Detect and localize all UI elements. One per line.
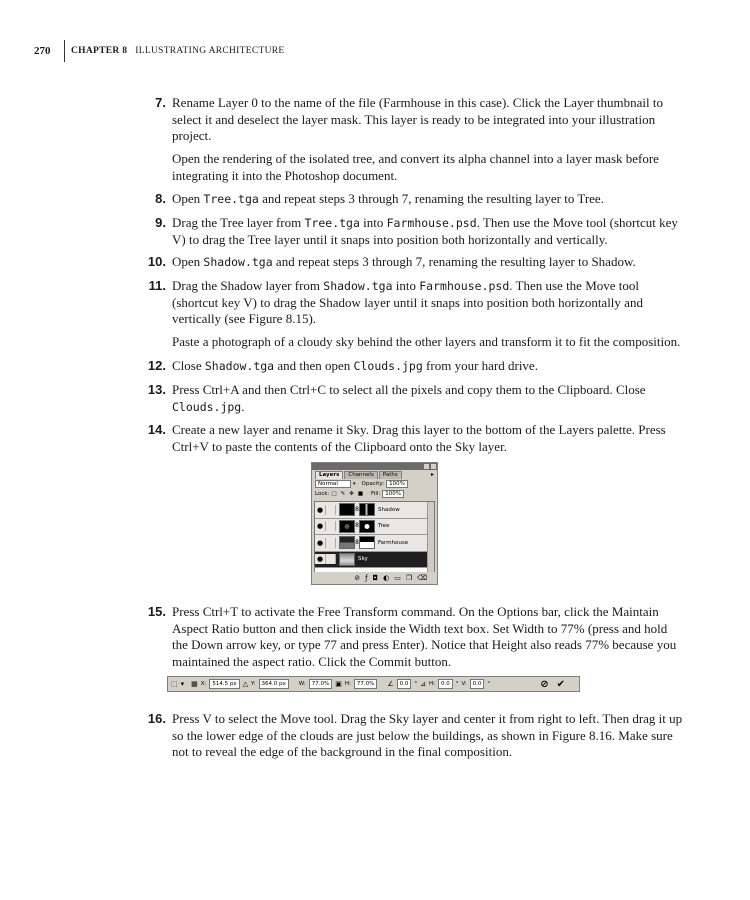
step-number: 9.	[155, 215, 166, 230]
tab-paths[interactable]: Paths	[379, 471, 402, 479]
text-run: and repeat steps 3 through 7, renaming the resulting layer to Tree.	[258, 191, 604, 206]
running-head	[34, 40, 284, 62]
layer-name: Shadow	[378, 506, 400, 513]
commit-transform-icon[interactable]: ✔	[556, 678, 565, 690]
layers-palette-figure	[311, 462, 438, 585]
step-number: 11.	[148, 278, 166, 293]
filename: Tree.tga	[304, 216, 360, 230]
filename: Shadow.tga	[203, 255, 273, 269]
link-icon: 8	[355, 538, 359, 546]
filename: Farmhouse.psd	[386, 216, 477, 230]
blend-row	[312, 479, 437, 489]
step-9	[132, 215, 686, 248]
layer-thumbnail[interactable]	[339, 536, 355, 549]
layer-row-sky[interactable]	[315, 552, 434, 569]
chevron-down-icon[interactable]: ▾	[180, 680, 185, 688]
skew-icon: ⊿	[420, 680, 426, 688]
rotate-icon: ∠	[387, 680, 394, 688]
tool-preset-icon[interactable]: ⬚	[171, 680, 178, 688]
rotate-input[interactable]: 0.0	[397, 679, 412, 689]
lock-transparency-icon[interactable]: □	[331, 491, 337, 497]
layer-name: Sky	[358, 556, 368, 563]
paragraph-tree: Open the rendering of the isolated tree, and convert its alpha channel into a layer mask before integrating it into the Photoshop document.	[172, 151, 659, 183]
step-text	[172, 278, 686, 328]
step-number: 14.	[147, 422, 166, 437]
cancel-transform-icon[interactable]: ⊘	[540, 678, 549, 690]
step-text: Rename Layer 0 to the name of the file (Farmhouse in this case). Click the Layer thumbnail to select it and deselect the layer mask. This layer is ready to be integrated into your illustration project.	[172, 95, 663, 143]
text-run: from your hard drive.	[422, 358, 538, 373]
chapter-number: CHAPTER 8	[71, 46, 128, 56]
layers-list	[314, 501, 435, 573]
brush-slot[interactable]	[326, 521, 336, 531]
y-label: Y:	[251, 681, 256, 687]
layer-thumbnail[interactable]	[339, 503, 355, 516]
palette-titlebar	[312, 463, 437, 470]
text-run: Drag the Shadow layer from	[172, 278, 324, 293]
step-number: 10.	[147, 254, 166, 269]
step-11	[132, 278, 686, 328]
step-text	[172, 358, 686, 375]
brush-icon[interactable]	[326, 554, 336, 564]
paragraph-sky: Paste a photograph of a cloudy sky behind the other layers and transform it to fit the composition.	[172, 334, 681, 349]
step-text	[172, 382, 686, 415]
options-bar-figure	[167, 676, 580, 692]
step-number: 16.	[147, 711, 166, 726]
width-input[interactable]: 77.0%	[309, 679, 332, 689]
page-number: 270	[34, 45, 51, 57]
text-run: Close	[172, 358, 205, 373]
maintain-aspect-ratio-icon[interactable]: ▣	[335, 680, 342, 688]
step-text: Press V to select the Move tool. Drag the Sky layer and center it from right to left. Then drag it up so the lower edge of the clouds are just below the buildings, as shown in Figure 8.16. Make sure not to reveal the edge of the background in the final composition.	[172, 711, 683, 759]
degree-symbol: °	[414, 681, 418, 687]
palette-tabs	[312, 470, 437, 479]
tab-layers[interactable]: Layers	[315, 471, 343, 479]
delta-icon[interactable]: △	[242, 680, 249, 688]
opacity-label: Opacity:	[361, 481, 385, 487]
eye-icon[interactable]: ●	[315, 538, 326, 548]
reference-point-icon[interactable]: ▦	[191, 680, 198, 688]
layer-name: Tree	[378, 523, 390, 530]
text-run: into	[392, 278, 420, 293]
add-mask-icon[interactable]: ◘	[372, 574, 379, 582]
text-run: into	[359, 215, 387, 230]
step-number: 12.	[147, 358, 166, 373]
width-label: W:	[298, 681, 306, 687]
step-number: 13.	[147, 382, 166, 397]
lock-all-icon[interactable]: ■	[357, 491, 364, 497]
chapter-title: ILLUSTRATING ARCHITECTURE	[135, 46, 285, 56]
layer-name: Farmhouse	[378, 539, 409, 546]
layer-thumbnail[interactable]	[339, 520, 355, 533]
text-run: Drag the Tree layer from	[172, 215, 305, 230]
lock-move-icon[interactable]: ✥	[349, 491, 354, 497]
text-run: Open	[172, 254, 204, 269]
x-input[interactable]: 514.5 px	[209, 679, 239, 689]
header-divider	[64, 40, 65, 62]
step-10	[132, 254, 686, 271]
step-12	[132, 358, 686, 375]
tab-channels[interactable]: Channels	[344, 471, 377, 479]
layer-style-icon[interactable]: ƒ	[365, 574, 368, 582]
step-14	[132, 422, 686, 455]
lock-brush-icon[interactable]: ✎	[340, 491, 346, 497]
text-run: . Then use the Move tool (shortcut key V) to drag the Shadow layer until it snaps into position both horizontally and vertically (see Figure 8.15).	[172, 278, 643, 326]
brush-slot[interactable]	[326, 505, 336, 515]
fill-input[interactable]: 100%	[382, 490, 404, 498]
layer-thumbnail[interactable]	[339, 553, 355, 566]
trash-icon[interactable]: ⌫	[417, 574, 427, 582]
layer-mask-thumbnail[interactable]	[359, 503, 375, 516]
blend-mode-select[interactable]: Normal	[315, 480, 351, 488]
filename: Clouds.jpg	[172, 399, 242, 414]
filename: Shadow.tga	[323, 279, 393, 293]
x-label: X:	[200, 681, 207, 687]
layers-scrollbar[interactable]	[427, 502, 434, 572]
height-label: H:	[344, 681, 351, 687]
lock-row	[312, 489, 437, 499]
filename: Shadow.tga	[204, 359, 275, 373]
text-run: . Then use the Move tool (shortcut key V) to drag the Tree layer until it snaps into position both horizontally and vertically.	[172, 215, 678, 247]
step-number: 8.	[155, 191, 166, 206]
eye-icon[interactable]: ●	[315, 521, 326, 531]
text-run: and repeat steps 3 through 7, renaming the resulting layer to Shadow.	[272, 254, 636, 269]
layer-row-shadow[interactable]	[315, 502, 434, 519]
step-13	[132, 382, 686, 415]
text-run: Open	[172, 191, 204, 206]
step-text	[172, 191, 686, 208]
palette-footer	[312, 572, 437, 584]
step-text: Create a new layer and rename it Sky. Drag this layer to the bottom of the Layers palette. Press Ctrl+V to paste the contents of the Clipboard onto the Sky layer.	[172, 422, 666, 454]
text-run: .	[241, 398, 245, 414]
layer-mask-thumbnail[interactable]	[359, 536, 375, 549]
step-15	[132, 604, 686, 670]
lock-label: Lock:	[315, 491, 330, 497]
height-input[interactable]: 77.0%	[354, 679, 377, 689]
y-input[interactable]: 364.0 px	[259, 679, 289, 689]
filename: Tree.tga	[203, 192, 259, 206]
adjustment-layer-icon[interactable]: ◐	[383, 574, 390, 582]
chapter-heading	[71, 46, 284, 56]
layer-row-tree[interactable]	[315, 519, 434, 536]
text-run: Press Ctrl+A and then Ctrl+C to select all the pixels and copy them to the Clipboard. Close	[172, 382, 646, 397]
vskew-input[interactable]: 0.0	[470, 679, 485, 689]
step-text: Press Ctrl+T to activate the Free Transform command. On the Options bar, click the Maintain Aspect Ratio button and then click inside the Width text box. Set Width to 77% (press and hold the Down arrow key, or type 77 and press Enter). Notice that Height also reads 77% because you maintained the aspect ratio. Click the Commit button.	[172, 604, 677, 669]
minimize-icon[interactable]	[424, 464, 429, 469]
transform-actions	[540, 679, 579, 690]
brush-slot[interactable]	[326, 538, 336, 548]
layer-mask-thumbnail[interactable]	[359, 520, 375, 533]
link-layers-icon[interactable]: ⊘	[354, 574, 361, 582]
filename: Farmhouse.psd	[419, 279, 510, 293]
vskew-label: V:	[461, 681, 467, 687]
palette-menu-icon[interactable]: ▸	[430, 471, 434, 478]
text-run: and then open	[274, 358, 354, 373]
fill-label: Fill:	[371, 491, 381, 497]
filename: Clouds.jpg	[353, 359, 423, 373]
step-16	[132, 711, 686, 761]
step-text	[172, 254, 686, 271]
close-icon[interactable]	[431, 464, 436, 469]
step-7	[132, 95, 686, 145]
eye-icon[interactable]: ●	[315, 505, 326, 515]
chevron-down-icon[interactable]: ▾	[353, 481, 356, 487]
step-text	[172, 215, 686, 248]
step-number: 7.	[155, 95, 166, 110]
degree-symbol: °	[455, 681, 459, 687]
hskew-label: H:	[429, 681, 435, 687]
link-icon: 8	[355, 522, 359, 530]
eye-icon[interactable]: ●	[315, 554, 326, 564]
link-icon: 8	[355, 505, 359, 513]
opacity-input[interactable]: 100%	[386, 480, 408, 488]
step-8	[132, 191, 686, 208]
layer-row-farmhouse[interactable]	[315, 535, 434, 552]
step-number: 15.	[147, 604, 166, 619]
new-layer-icon[interactable]: ❐	[405, 574, 413, 582]
new-group-icon[interactable]: ▭	[394, 574, 401, 582]
hskew-input[interactable]: 0.0	[438, 679, 453, 689]
degree-symbol: °	[487, 681, 491, 687]
